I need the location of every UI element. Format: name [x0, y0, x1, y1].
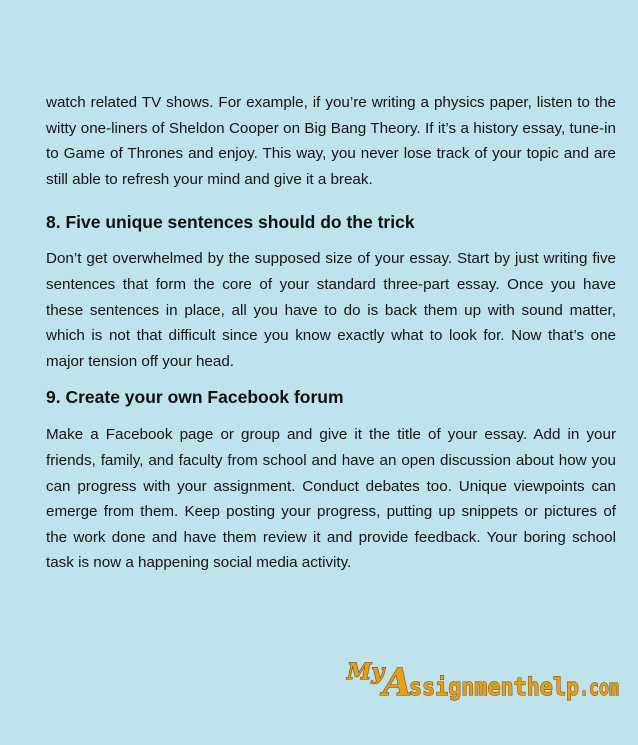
logo-main: ssignmenthelp: [409, 673, 579, 701]
section-8-heading: 8. Five unique sentences should do the trick: [46, 212, 415, 233]
section-8-body: Don’t get overwhelmed by the supposed size of your essay. Start by just writing five sentences that form the core of your standard three-part essay. Once you have these sentences in place, all you have to do is back them up with sound matter, which is not that difficult since you know exactly what to look for. Now that’s one major tension off your head.: [46, 250, 616, 370]
page-content: [46, 90, 616, 576]
logo-prefix: My: [347, 659, 385, 685]
intro-paragraph: watch related TV shows. For example, if you’re writing a physics paper, listen to the witty one-liners of Sheldon Cooper on Big Bang Theory. If it’s a history essay, tune-in to Game of Thrones and enjoy. This way, you never lose track of your topic and are still able to refresh your mind and give it a break.: [46, 94, 616, 188]
logo-suffix: .com: [579, 676, 619, 701]
logo-initial: A: [383, 660, 412, 704]
section-9-heading: 9. Create your own Facebook forum: [46, 387, 344, 408]
section-9-body: Make a Facebook page or group and give it the title of your essay. Add in your friends, family, and faculty from school and have an open discussion about how you can progress with your assignment. Conduct debates too. Unique viewpoints can emerge from them. Keep posting your progress, putting up snippets or pictures of the work done and have them review it and provide feedback. Your boring school task is now a happening social media activity.: [46, 426, 616, 572]
myassignmenthelp-logo: [345, 655, 620, 705]
